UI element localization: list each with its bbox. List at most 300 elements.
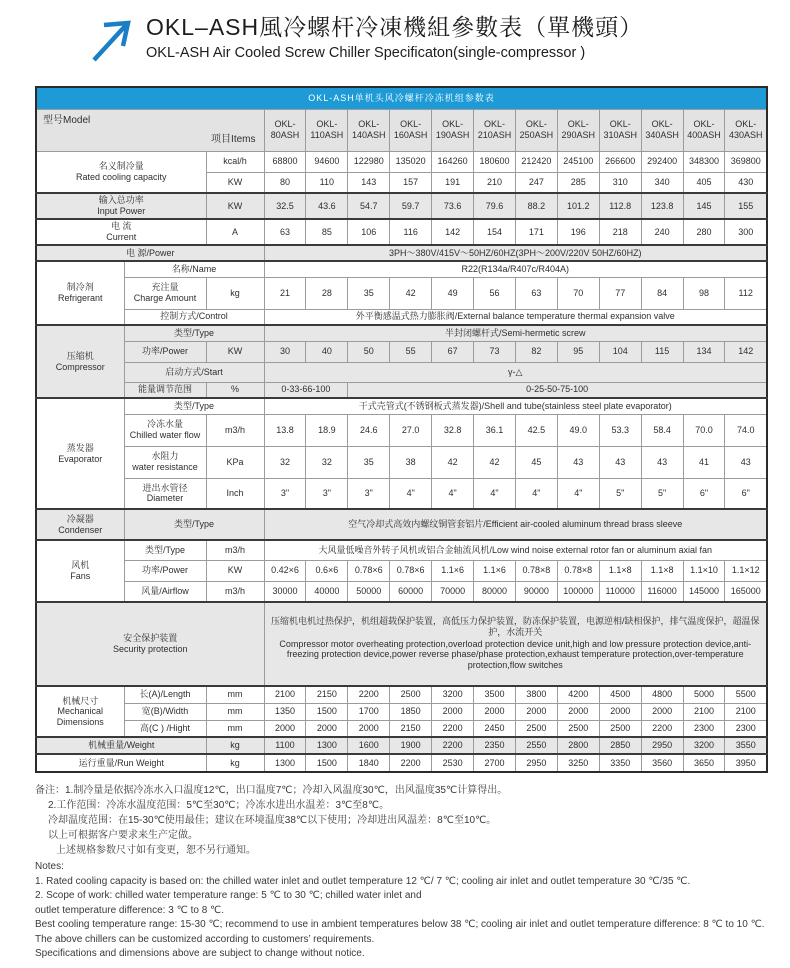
chilled-water-flow-value-0: 13.8: [264, 414, 306, 446]
note-zh-line-4: 以上可根据客户要求来生产定做。: [48, 830, 198, 841]
dimension-height-value-4: 2200: [432, 720, 474, 737]
refrigerant-name-label: 名称/Name: [124, 261, 264, 277]
energy-range-unit: %: [206, 382, 264, 398]
refrigerant-name-row: [36, 261, 767, 277]
fan-power-value-7: 0.78×8: [557, 560, 599, 581]
compressor-type-row: [36, 325, 767, 341]
fan-type-row: [36, 540, 767, 560]
airflow-value-2: 50000: [348, 581, 390, 602]
rated-capacity-kcal-unit: kcal/h: [206, 151, 264, 172]
rated-capacity-kw-value-10: 405: [683, 172, 725, 193]
current-unit: A: [206, 219, 264, 245]
chilled-water-flow-value-6: 42.5: [515, 414, 557, 446]
water-resistance-value-4: 42: [432, 446, 474, 478]
rated-capacity-kcal-value-3: 135020: [390, 151, 432, 172]
evaporator-type-row: [36, 398, 767, 414]
charge-amount-value-7: 70: [557, 277, 599, 309]
rated-capacity-kcal-value-11: 369800: [725, 151, 767, 172]
dimension-width-value-6: 2000: [515, 703, 557, 720]
machine-weight-value-10: 3200: [683, 737, 725, 754]
input-power-value-0: 32.5: [264, 193, 306, 219]
note-zh-line-2: 2.工作范围：冷冻水温度范围：5℃至30℃；冷冻水进出水温差：3℃至8℃。: [48, 800, 390, 811]
input-power-value-10: 145: [683, 193, 725, 219]
page-title-en: OKL-ASH Air Cooled Screw Chiller Specificaton(single-compressor ): [146, 45, 586, 61]
dimension-length-value-6: 3800: [515, 686, 557, 703]
chilled-water-flow-value-1: 18.9: [306, 414, 348, 446]
spec-table: [35, 86, 768, 773]
current-value-1: 85: [306, 219, 348, 245]
machine-weight-value-11: 3550: [725, 737, 767, 754]
chilled-water-flow-value-11: 74.0: [725, 414, 767, 446]
model-header-160ASH: OKL- 160ASH: [390, 109, 432, 151]
compressor-section-label: 压缩机 Compressor: [36, 325, 124, 398]
water-resistance-value-10: 41: [683, 446, 725, 478]
energy-range-value-1: 0-33-66-100: [264, 382, 348, 398]
model-header-210ASH: OKL- 210ASH: [474, 109, 516, 151]
model-header-140ASH: OKL- 140ASH: [348, 109, 390, 151]
input-power-value-3: 59.7: [390, 193, 432, 219]
charge-amount-value-1: 28: [306, 277, 348, 309]
model-header-190ASH: OKL- 190ASH: [432, 109, 474, 151]
current-value-3: 116: [390, 219, 432, 245]
dimension-height-value-2: 2000: [348, 720, 390, 737]
current-value-5: 154: [474, 219, 516, 245]
current-value-6: 171: [515, 219, 557, 245]
pipe-diameter-value-3: 4": [390, 478, 432, 509]
dimension-length-label: 长(A)/Length: [124, 686, 206, 703]
dimension-height-row: [36, 720, 767, 737]
dimension-width-value-10: 2100: [683, 703, 725, 720]
refrigerant-section-label: 制冷剂 Refrigerant: [36, 261, 124, 325]
rated-capacity-kcal-value-4: 164260: [432, 151, 474, 172]
current-value-2: 106: [348, 219, 390, 245]
compressor-power-value-8: 104: [599, 341, 641, 362]
run-weight-value-6: 2950: [515, 754, 557, 772]
dimension-height-value-11: 2300: [725, 720, 767, 737]
power-source-row: [36, 245, 767, 261]
fan-power-value-5: 1.1×6: [474, 560, 516, 581]
input-power-value-6: 88.2: [515, 193, 557, 219]
input-power-value-11: 155: [725, 193, 767, 219]
rated-capacity-kw-value-7: 285: [557, 172, 599, 193]
rated-capacity-kw-value-3: 157: [390, 172, 432, 193]
dimension-length-value-11: 5500: [725, 686, 767, 703]
condenser-type-value: 空气冷却式高效内螺纹铜管套铝片/Efficient air-cooled aluminum thread brass sleeve: [264, 509, 767, 540]
compressor-type-label: 类型/Type: [124, 325, 264, 341]
dimension-length-value-4: 3200: [432, 686, 474, 703]
fan-type-unit: m3/h: [206, 540, 264, 560]
dimension-width-row: [36, 703, 767, 720]
charge-amount-value-5: 56: [474, 277, 516, 309]
model-header-310ASH: OKL- 310ASH: [599, 109, 641, 151]
machine-weight-value-2: 1600: [348, 737, 390, 754]
current-value-0: 63: [264, 219, 306, 245]
rated-capacity-kw-value-4: 191: [432, 172, 474, 193]
run-weight-unit: kg: [206, 754, 264, 772]
charge-amount-value-6: 63: [515, 277, 557, 309]
airflow-value-3: 60000: [390, 581, 432, 602]
note-zh-line-1: 备注：1.制冷量是依据冷冻水入口温度12℃，出口温度7℃；冷却入风温度30℃，出风温度35℃计算得出。: [35, 785, 508, 796]
machine-weight-value-3: 1900: [390, 737, 432, 754]
rated-capacity-kcal-value-9: 292400: [641, 151, 683, 172]
dimension-height-value-8: 2500: [599, 720, 641, 737]
pipe-diameter-unit: Inch: [206, 478, 264, 509]
compressor-power-value-3: 55: [390, 341, 432, 362]
note-en-line-3: 2. Scope of work: chilled water temperature range: 5 ℃ to 30 ℃; chilled water inlet and: [35, 890, 422, 901]
pipe-diameter-label: 进出水管径 Diameter: [124, 478, 206, 509]
notes-en: [35, 860, 777, 962]
arrow-up-right-icon: [86, 14, 136, 64]
condenser-section-label: 冷凝器 Condenser: [36, 509, 124, 540]
dimension-width-value-5: 2000: [474, 703, 516, 720]
notes-section: [35, 783, 777, 962]
charge-amount-value-3: 42: [390, 277, 432, 309]
chilled-water-flow-value-7: 49.0: [557, 414, 599, 446]
note-zh-line-5: 上述规格参数尺寸如有变更，恕不另行通知。: [56, 845, 256, 856]
energy-range-label: 能量调节范围: [124, 382, 206, 398]
current-value-4: 142: [432, 219, 474, 245]
dimension-width-value-3: 1850: [390, 703, 432, 720]
input-power-value-7: 101.2: [557, 193, 599, 219]
rated-capacity-kcal-value-7: 245100: [557, 151, 599, 172]
start-mode-label: 启动方式/Start: [124, 362, 264, 382]
rated-capacity-kw-value-11: 430: [725, 172, 767, 193]
airflow-value-4: 70000: [432, 581, 474, 602]
current-value-10: 280: [683, 219, 725, 245]
run-weight-value-0: 1300: [264, 754, 306, 772]
fan-power-value-6: 0.78×8: [515, 560, 557, 581]
water-resistance-value-5: 42: [474, 446, 516, 478]
start-mode-value: γ-△: [264, 362, 767, 382]
input-power-label: 输入总功率 Input Power: [36, 193, 206, 219]
water-resistance-value-1: 32: [306, 446, 348, 478]
model-header-110ASH: OKL- 110ASH: [306, 109, 348, 151]
document-header: [86, 12, 790, 64]
airflow-value-8: 110000: [599, 581, 641, 602]
dimension-width-value-0: 1350: [264, 703, 306, 720]
charge-amount-value-11: 112: [725, 277, 767, 309]
machine-weight-value-6: 2550: [515, 737, 557, 754]
run-weight-value-8: 3350: [599, 754, 641, 772]
airflow-unit: m3/h: [206, 581, 264, 602]
charge-amount-label: 充注量 Charge Amount: [124, 277, 206, 309]
rated-capacity-kcal-value-1: 94600: [306, 151, 348, 172]
water-resistance-value-2: 35: [348, 446, 390, 478]
compressor-power-value-11: 142: [725, 341, 767, 362]
dimension-length-value-10: 5000: [683, 686, 725, 703]
condenser-type-row: [36, 509, 767, 540]
machine-weight-label: 机械重量/Weight: [36, 737, 206, 754]
pipe-diameter-value-6: 4": [515, 478, 557, 509]
note-en-line-2: 1. Rated cooling capacity is based on: the chilled water inlet and outlet temperature 12 ℃/ 7 ℃; cooling air inlet and outlet temperature 30 ℃/35 ℃.: [35, 875, 691, 887]
fan-power-row: [36, 560, 767, 581]
water-resistance-value-6: 45: [515, 446, 557, 478]
fan-power-value-9: 1.1×8: [641, 560, 683, 581]
rated-capacity-kcal-value-8: 266600: [599, 151, 641, 172]
fan-power-value-11: 1.1×12: [725, 560, 767, 581]
chilled-water-flow-value-3: 27.0: [390, 414, 432, 446]
charge-amount-value-10: 98: [683, 277, 725, 309]
title-block: [146, 12, 643, 61]
run-weight-value-3: 2200: [390, 754, 432, 772]
run-weight-value-9: 3560: [641, 754, 683, 772]
dimension-width-label: 宽(B)/Width: [124, 703, 206, 720]
dimension-length-value-7: 4200: [557, 686, 599, 703]
machine-weight-value-4: 2200: [432, 737, 474, 754]
water-resistance-value-0: 32: [264, 446, 306, 478]
dimension-height-value-7: 2500: [557, 720, 599, 737]
note-en-line-6: The above chillers can be customized according to customers’ requirements.: [35, 933, 375, 945]
run-weight-label: 运行重量/Run Weight: [36, 754, 206, 772]
pipe-diameter-value-2: 3": [348, 478, 390, 509]
control-label: 控制方式/Control: [124, 309, 264, 325]
energy-range-row: [36, 382, 767, 398]
dimension-height-value-0: 2000: [264, 720, 306, 737]
dimension-length-value-1: 2150: [306, 686, 348, 703]
fan-power-value-1: 0.6×6: [306, 560, 348, 581]
airflow-value-5: 80000: [474, 581, 516, 602]
pipe-diameter-row: [36, 478, 767, 509]
evaporator-section-label: 蒸发器 Evaporator: [36, 398, 124, 509]
dimension-length-value-8: 4500: [599, 686, 641, 703]
note-en-line-7: Specifications and dimensions above are subject to change without notice.: [35, 948, 365, 959]
machine-weight-value-8: 2850: [599, 737, 641, 754]
compressor-power-row: [36, 341, 767, 362]
pipe-diameter-value-8: 5": [599, 478, 641, 509]
compressor-power-value-2: 50: [348, 341, 390, 362]
compressor-power-value-1: 40: [306, 341, 348, 362]
water-resistance-value-8: 43: [599, 446, 641, 478]
run-weight-value-10: 3650: [683, 754, 725, 772]
fan-power-value-8: 1.1×8: [599, 560, 641, 581]
charge-amount-value-9: 84: [641, 277, 683, 309]
run-weight-value-5: 2700: [474, 754, 516, 772]
dimension-height-unit: mm: [206, 720, 264, 737]
chilled-water-flow-unit: m3/h: [206, 414, 264, 446]
rated-capacity-kw-value-0: 80: [264, 172, 306, 193]
dimension-width-value-4: 2000: [432, 703, 474, 720]
dimension-height-value-9: 2200: [641, 720, 683, 737]
dimension-length-value-9: 4800: [641, 686, 683, 703]
chilled-water-flow-value-2: 24.6: [348, 414, 390, 446]
rated-capacity-kw-value-9: 340: [641, 172, 683, 193]
energy-range-value-2: 0-25-50-75-100: [348, 382, 767, 398]
model-header-290ASH: OKL- 290ASH: [557, 109, 599, 151]
charge-amount-value-4: 49: [432, 277, 474, 309]
water-resistance-value-9: 43: [641, 446, 683, 478]
control-row: [36, 309, 767, 325]
compressor-power-value-6: 82: [515, 341, 557, 362]
table-caption-row: [36, 87, 767, 109]
machine-weight-row: [36, 737, 767, 754]
model-label: 型号Model: [43, 114, 91, 126]
input-power-value-4: 73.6: [432, 193, 474, 219]
charge-amount-value-0: 21: [264, 277, 306, 309]
model-header-400ASH: OKL- 400ASH: [683, 109, 725, 151]
dimension-width-value-1: 1500: [306, 703, 348, 720]
current-label: 电 流 Current: [36, 219, 206, 245]
rated-capacity-kcal-value-5: 180600: [474, 151, 516, 172]
airflow-value-0: 30000: [264, 581, 306, 602]
dimension-width-value-11: 2100: [725, 703, 767, 720]
rated-capacity-kw-value-6: 247: [515, 172, 557, 193]
compressor-power-value-5: 73: [474, 341, 516, 362]
machine-weight-value-5: 2350: [474, 737, 516, 754]
note-zh-line-3: 冷却温度范围：在15-30℃使用最佳；建议在环境温度38℃以下使用；冷却进出风温差：8℃至10℃。: [48, 815, 497, 826]
dimension-width-value-7: 2000: [557, 703, 599, 720]
refrigerant-name-value: R22(R134a/R407c/R404A): [264, 261, 767, 277]
pipe-diameter-value-1: 3": [306, 478, 348, 509]
rated-capacity-kcal-row: [36, 151, 767, 172]
pipe-diameter-value-11: 6": [725, 478, 767, 509]
fan-power-unit: KW: [206, 560, 264, 581]
run-weight-value-1: 1500: [306, 754, 348, 772]
spec-sheet-page: [0, 12, 790, 968]
dimension-width-value-9: 2000: [641, 703, 683, 720]
condenser-type-label: 类型/Type: [124, 509, 264, 540]
start-mode-row: [36, 362, 767, 382]
fan-power-value-0: 0.42×6: [264, 560, 306, 581]
dimension-height-value-10: 2300: [683, 720, 725, 737]
charge-amount-row: [36, 277, 767, 309]
model-items-corner: [36, 109, 264, 151]
run-weight-value-11: 3950: [725, 754, 767, 772]
input-power-value-9: 123.8: [641, 193, 683, 219]
machine-weight-value-0: 1100: [264, 737, 306, 754]
current-row: [36, 219, 767, 245]
rated-capacity-kw-value-5: 210: [474, 172, 516, 193]
model-header-340ASH: OKL- 340ASH: [641, 109, 683, 151]
dimension-length-value-5: 3500: [474, 686, 516, 703]
fan-type-label: 类型/Type: [124, 540, 206, 560]
dimension-width-unit: mm: [206, 703, 264, 720]
water-resistance-value-7: 43: [557, 446, 599, 478]
airflow-value-9: 116000: [641, 581, 683, 602]
current-value-9: 240: [641, 219, 683, 245]
dimension-width-value-8: 2000: [599, 703, 641, 720]
run-weight-row: [36, 754, 767, 772]
chilled-water-flow-value-5: 36.1: [474, 414, 516, 446]
machine-weight-value-9: 2950: [641, 737, 683, 754]
airflow-value-1: 40000: [306, 581, 348, 602]
chilled-water-flow-label: 冷冻水量 Chilled water flow: [124, 414, 206, 446]
security-protection-value: 压缩机电机过热保护，机组超载保护装置，高低压力保护装置，防冻保护装置，电源逆相/缺相保护，排气温度保护，超温保护，水流开关 Compressor motor overheating protection,overload protection device unit,high and low pressure protection device,anti-freezing protection device,power reverse phase/phase protection,exhaust temperature protection,over-temperature protection,flow switches: [264, 602, 767, 686]
pipe-diameter-value-0: 3": [264, 478, 306, 509]
rated-capacity-kcal-value-0: 68800: [264, 151, 306, 172]
rated-capacity-kw-value-8: 310: [599, 172, 641, 193]
dimension-width-value-2: 1700: [348, 703, 390, 720]
compressor-power-value-0: 30: [264, 341, 306, 362]
security-protection-label: 安全保护装置 Security protection: [36, 602, 264, 686]
dimension-height-value-6: 2500: [515, 720, 557, 737]
charge-amount-value-8: 77: [599, 277, 641, 309]
spec-table-body: [36, 87, 767, 772]
compressor-power-label: 功率/Power: [124, 341, 206, 362]
pipe-diameter-value-9: 5": [641, 478, 683, 509]
current-value-11: 300: [725, 219, 767, 245]
dimension-length-value-0: 2100: [264, 686, 306, 703]
security-protection-row: [36, 602, 767, 686]
chilled-water-flow-value-4: 32.8: [432, 414, 474, 446]
compressor-power-unit: KW: [206, 341, 264, 362]
run-weight-value-7: 3250: [557, 754, 599, 772]
water-resistance-unit: KPa: [206, 446, 264, 478]
fan-power-value-10: 1.1×10: [683, 560, 725, 581]
airflow-value-11: 165000: [725, 581, 767, 602]
run-weight-value-2: 1840: [348, 754, 390, 772]
input-power-value-2: 54.7: [348, 193, 390, 219]
model-header-250ASH: OKL- 250ASH: [515, 109, 557, 151]
fan-power-value-4: 1.1×6: [432, 560, 474, 581]
dimension-length-row: [36, 686, 767, 703]
charge-amount-unit: kg: [206, 277, 264, 309]
chilled-water-flow-value-8: 53.3: [599, 414, 641, 446]
evaporator-type-value: 干式壳管式(不锈钢板式蒸发器)/Shell and tube(stainless steel plate evaporator): [264, 398, 767, 414]
rated-capacity-kw-unit: KW: [206, 172, 264, 193]
input-power-value-8: 112.8: [599, 193, 641, 219]
airflow-value-6: 90000: [515, 581, 557, 602]
airflow-value-10: 145000: [683, 581, 725, 602]
dimension-length-value-2: 2200: [348, 686, 390, 703]
control-value: 外平衡感温式热力膨胀阀/External balance temperature thermal expansion valve: [264, 309, 767, 325]
note-en-line-1: Notes:: [35, 861, 64, 872]
dimension-height-value-5: 2450: [474, 720, 516, 737]
power-source-label: 电 源/Power: [36, 245, 264, 261]
water-resistance-value-3: 38: [390, 446, 432, 478]
airflow-label: 风量/Airflow: [124, 581, 206, 602]
compressor-type-value: 半封闭螺杆式/Semi-hermetic screw: [264, 325, 767, 341]
note-en-line-5: Best cooling temperature range: 15-30 ℃; recommend to use in ambient temperatures below 38 ℃; cooling air inlet and outlet temperature difference: 8 ℃ to 10 ℃.: [35, 919, 765, 930]
dimension-height-label: 高(C ) /Hight: [124, 720, 206, 737]
water-resistance-value-11: 43: [725, 446, 767, 478]
rated-capacity-kcal-value-10: 348300: [683, 151, 725, 172]
rated-capacity-label: 名义制冷量 Rated cooling capacity: [36, 151, 206, 193]
page-title-zh: OKL–ASH風冷螺杆冷凍機組參數表（單機頭）: [146, 14, 644, 40]
table-caption: OKL-ASH单机头风冷螺杆冷冻机组参数表: [36, 87, 767, 109]
rated-capacity-kw-value-1: 110: [306, 172, 348, 193]
pipe-diameter-value-10: 6": [683, 478, 725, 509]
dimensions-section-label: 机械尺寸 Mechanical Dimensions: [36, 686, 124, 737]
power-source-value: 3PH～380V/415V～50HZ/60HZ(3PH～200V/220V 50HZ/60HZ): [264, 245, 767, 261]
compressor-power-value-10: 134: [683, 341, 725, 362]
current-value-8: 218: [599, 219, 641, 245]
fan-power-label: 功率/Power: [124, 560, 206, 581]
machine-weight-value-1: 1300: [306, 737, 348, 754]
input-power-value-5: 79.6: [474, 193, 516, 219]
fan-power-value-3: 0.78×6: [390, 560, 432, 581]
dimension-height-value-3: 2150: [390, 720, 432, 737]
dimension-height-value-1: 2000: [306, 720, 348, 737]
input-power-value-1: 43.6: [306, 193, 348, 219]
machine-weight-unit: kg: [206, 737, 264, 754]
input-power-unit: KW: [206, 193, 264, 219]
water-resistance-label: 水阻力 water resistance: [124, 446, 206, 478]
note-en-line-4: outlet temperature difference: 3 ℃ to 8 ℃.: [35, 904, 225, 916]
pipe-diameter-value-7: 4": [557, 478, 599, 509]
run-weight-value-4: 2530: [432, 754, 474, 772]
dimension-length-unit: mm: [206, 686, 264, 703]
machine-weight-value-7: 2800: [557, 737, 599, 754]
compressor-power-value-7: 95: [557, 341, 599, 362]
water-resistance-row: [36, 446, 767, 478]
evaporator-type-label: 类型/Type: [124, 398, 264, 414]
rated-capacity-kw-value-2: 143: [348, 172, 390, 193]
fans-section-label: 风机 Fans: [36, 540, 124, 602]
pipe-diameter-value-4: 4": [432, 478, 474, 509]
current-value-7: 196: [557, 219, 599, 245]
fan-power-value-2: 0.78×6: [348, 560, 390, 581]
chilled-water-flow-row: [36, 414, 767, 446]
